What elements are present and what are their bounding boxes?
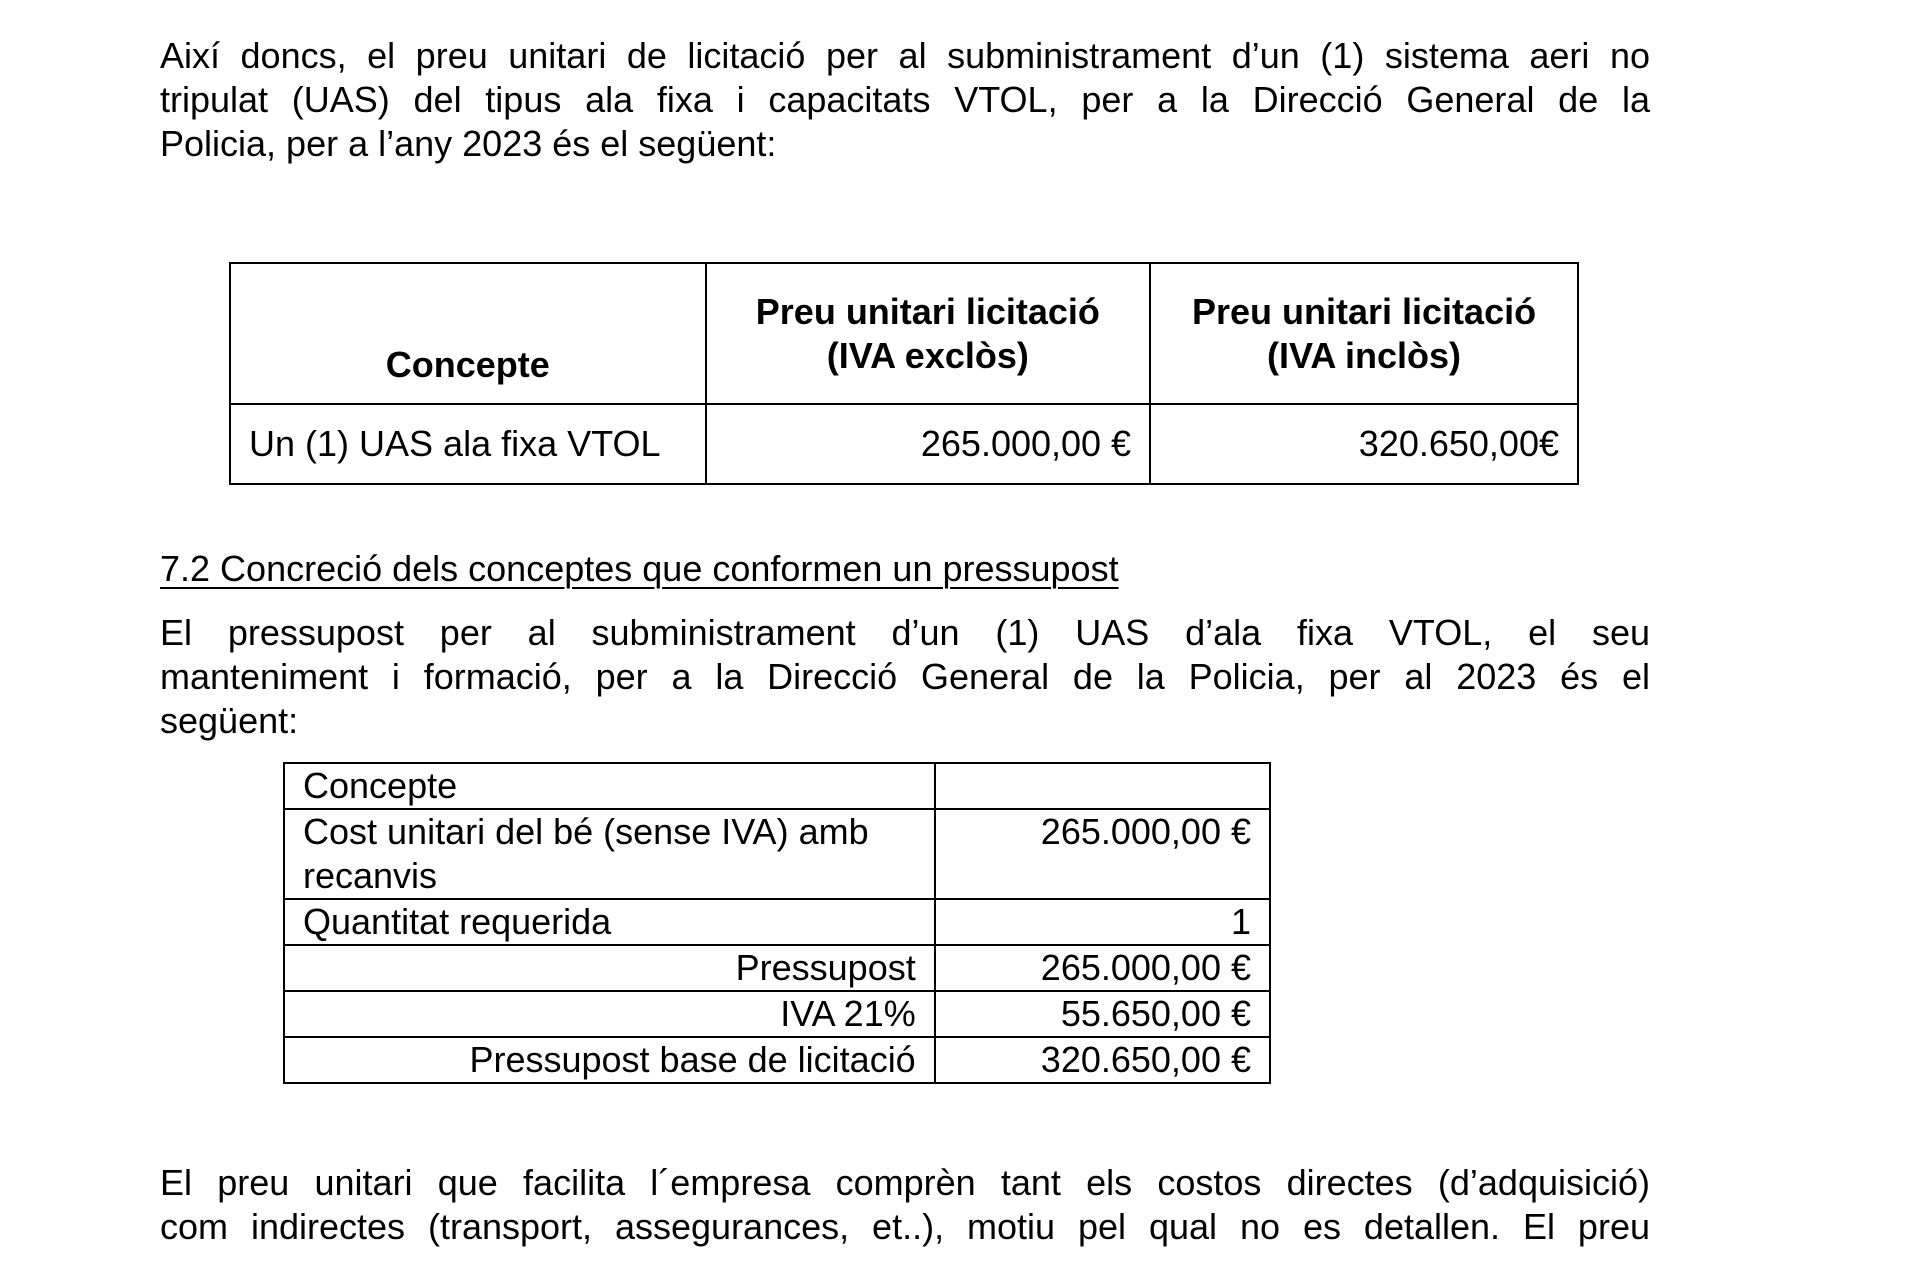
budget-label-iva: IVA 21% bbox=[284, 991, 935, 1037]
budget-value-cost: 265.000,00 € bbox=[935, 809, 1270, 899]
cell-concepte: Un (1) UAS ala fixa VTOL bbox=[230, 404, 706, 484]
closing-line-2: com indirectes (transport, assegurances, et..), motiu pel qual no es detallen. El preu bbox=[160, 1206, 1650, 1247]
section-paragraph bbox=[160, 611, 1650, 743]
header-iva-inclos-line1: Preu unitari licitació bbox=[1191, 290, 1537, 332]
section-line-3: següent: bbox=[160, 700, 299, 741]
closing-paragraph bbox=[160, 1161, 1650, 1249]
table-row bbox=[284, 991, 1270, 1037]
intro-line-2: tripulat (UAS) del tipus ala fixa i capacitats VTOL, per a la Direcció General de la bbox=[160, 79, 1650, 120]
table-row bbox=[284, 899, 1270, 945]
intro-paragraph bbox=[160, 34, 1650, 166]
budget-header-label: Concepte bbox=[284, 763, 935, 809]
unit-price-table bbox=[229, 262, 1579, 485]
budget-label-cost-line2: recanvis bbox=[303, 855, 438, 896]
table-row bbox=[284, 1037, 1270, 1083]
budget-value-quantity: 1 bbox=[935, 899, 1270, 945]
budget-label-quantity: Quantitat requerida bbox=[284, 899, 935, 945]
budget-header-value bbox=[935, 763, 1270, 809]
budget-label-base: Pressupost base de licitació bbox=[284, 1037, 935, 1083]
cell-iva-exclos: 265.000,00 € bbox=[706, 404, 1150, 484]
budget-header-row bbox=[284, 763, 1270, 809]
section-heading: 7.2 Concreció dels conceptes que conformen un pressupost bbox=[160, 548, 1119, 589]
header-iva-exclos-line1: Preu unitari licitació bbox=[755, 290, 1100, 332]
section-line-2: manteniment i formació, per a la Direcció General de la Policia, per al 2023 és el bbox=[160, 656, 1650, 697]
header-iva-exclos-line2: (IVA exclòs) bbox=[826, 334, 1029, 376]
budget-value-iva: 55.650,00 € bbox=[935, 991, 1270, 1037]
budget-label-pressupost: Pressupost bbox=[284, 945, 935, 991]
section-line-1: El pressupost per al subministrament d’un (1) UAS d’ala fixa VTOL, el seu bbox=[160, 612, 1650, 653]
table-row bbox=[230, 404, 1578, 484]
header-iva-inclos bbox=[1150, 263, 1578, 404]
budget-value-base: 320.650,00 € bbox=[935, 1037, 1270, 1083]
closing-line-1: El preu unitari que facilita l´empresa comprèn tant els costos directes (d’adquisició) bbox=[160, 1162, 1650, 1203]
intro-line-1: Així doncs, el preu unitari de licitació per al subministrament d’un (1) sistema aeri no bbox=[160, 35, 1650, 76]
header-concepte: Concepte bbox=[230, 263, 706, 404]
cell-iva-inclos: 320.650,00€ bbox=[1150, 404, 1578, 484]
unit-price-table-header-row bbox=[230, 263, 1578, 404]
table-row bbox=[284, 945, 1270, 991]
table-row bbox=[284, 809, 1270, 899]
budget-value-pressupost: 265.000,00 € bbox=[935, 945, 1270, 991]
budget-label-cost-line1: Cost unitari del bé (sense IVA) amb bbox=[303, 811, 869, 852]
budget-table bbox=[283, 762, 1271, 1084]
intro-line-3: Policia, per a l’any 2023 és el següent: bbox=[160, 123, 777, 164]
header-iva-exclos bbox=[706, 263, 1150, 404]
budget-label-cost bbox=[284, 809, 935, 899]
header-iva-inclos-line2: (IVA inclòs) bbox=[1267, 334, 1462, 376]
